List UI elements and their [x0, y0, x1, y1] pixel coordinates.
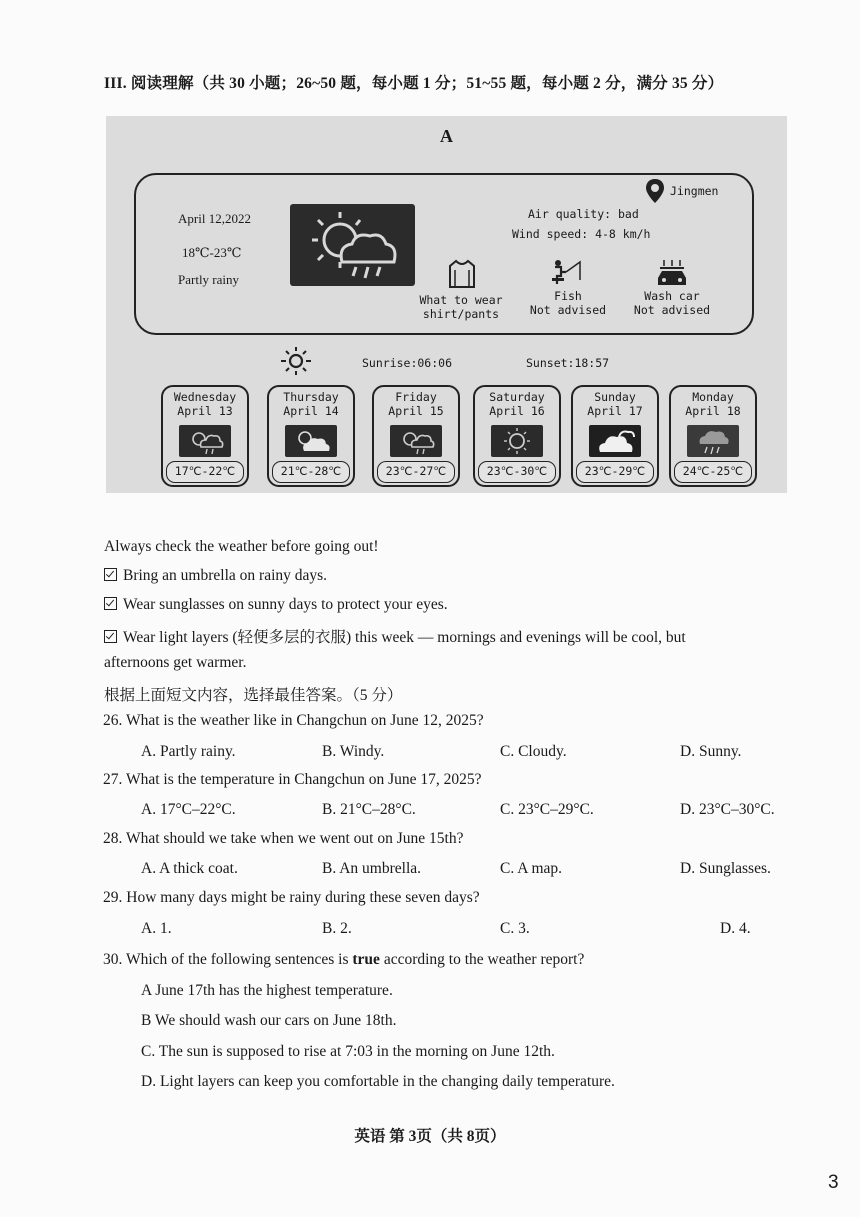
air-quality: Air quality: bad — [528, 207, 639, 221]
option-b: B We should wash our cars on June 18th. — [141, 1012, 397, 1029]
option-b: B. An umbrella. — [322, 860, 422, 877]
question-30 — [103, 951, 584, 969]
forecast-day-temp: 21℃-28℃ — [272, 461, 350, 483]
question-28: 28. What should we take when we went out on June 15th? — [103, 830, 464, 847]
sun-icon — [278, 346, 314, 381]
option-d: D. Light layers can keep you comfortable in the changing daily temperature. — [141, 1073, 615, 1090]
page-footer: 英语 第 3页（共 8页） — [354, 1128, 506, 1145]
forecast-day — [473, 385, 561, 487]
today-date: April 12,2022 — [178, 211, 251, 226]
forecast-day-date: April 15 — [388, 404, 444, 418]
advice-wash-car — [628, 289, 716, 317]
today-condition: Partly rainy — [178, 272, 240, 287]
advice-wear-value: shirt/pants — [422, 307, 500, 321]
option-c: C. 23°C–29°C. — [500, 801, 594, 818]
tip-text: Wear light layers (轻便多层的衣服) this week — mornings and evenings will be cool, but — [123, 629, 686, 646]
question-30-bold: true — [352, 951, 380, 968]
question-29: 29. How many days might be rainy during these seven days? — [103, 889, 480, 906]
option-a: A June 17th has the highest temperature. — [141, 982, 393, 999]
advice-wear-label: What to wear — [419, 293, 503, 307]
forecast-day-name: Thursday — [283, 390, 339, 404]
forecast-day-temp: 24℃-25℃ — [674, 461, 752, 483]
question-30-pre: 30. Which of the following sentences is — [103, 951, 353, 968]
tip-item — [104, 596, 448, 614]
option-a: A. A thick coat. — [141, 860, 238, 877]
forecast-day-date: April 18 — [685, 404, 741, 418]
forecast-day — [669, 385, 757, 487]
shirt-icon — [446, 258, 478, 295]
page-number: 3 — [828, 1172, 839, 1193]
advice-fish-value: Not advised — [529, 303, 607, 317]
forecast-day-name: Sunday — [594, 390, 636, 404]
option-b: B. Windy. — [322, 743, 385, 760]
today-weather-card — [134, 173, 754, 335]
forecast-day-name: Monday — [692, 390, 734, 404]
instruction: 根据上面短文内容，选择最佳答案。（5 分） — [104, 687, 403, 704]
partly-rainy-icon — [390, 425, 442, 457]
fishing-icon — [550, 258, 584, 291]
section-title: III. 阅读理解（共 30 小题；26~50 题，每小题 1 分；51~55 题，每小题 2 分，满分 35 分） — [104, 75, 724, 92]
tip-continuation: afternoons get warmer. — [104, 654, 247, 671]
sunrise-time: Sunrise:06:06 — [362, 356, 453, 370]
forecast-day-date: April 13 — [177, 404, 233, 418]
advice-wash-car-label: Wash car — [644, 289, 700, 303]
option-d: D. Sunny. — [680, 743, 742, 760]
partly-rainy-icon — [290, 204, 415, 286]
today-temperature: 18℃-23℃ — [182, 245, 242, 260]
location-name: Jingmen — [670, 184, 719, 198]
forecast-day — [161, 385, 249, 487]
question-30-post: according to the weather report? — [379, 951, 585, 968]
advice-wash-car-value: Not advised — [633, 303, 711, 317]
option-c: C. 3. — [500, 920, 530, 937]
forecast-day-date: April 16 — [489, 404, 545, 418]
question-26: 26. What is the weather like in Changchun on June 12, 2025? — [103, 712, 484, 729]
partly-cloudy-icon — [285, 425, 337, 457]
forecast-day — [571, 385, 659, 487]
rainy-icon — [687, 425, 739, 457]
checkbox-icon — [104, 597, 117, 610]
forecast-day — [267, 385, 355, 487]
weather-report-panel — [106, 116, 787, 493]
forecast-day — [372, 385, 460, 487]
forecast-day-name: Friday — [395, 390, 437, 404]
option-b: B. 2. — [322, 920, 352, 937]
forecast-day-temp: 23℃-27℃ — [377, 461, 455, 483]
passage-intro: Always check the weather before going out! — [104, 538, 379, 555]
option-c: C. Cloudy. — [500, 743, 567, 760]
forecast-day-temp: 23℃-30℃ — [478, 461, 556, 483]
forecast-day-temp: 23℃-29℃ — [576, 461, 654, 483]
location-pin-icon — [644, 178, 666, 209]
question-27: 27. What is the temperature in Changchun on June 17, 2025? — [103, 771, 482, 788]
forecast-day-date: April 17 — [587, 404, 643, 418]
option-a: A. 17°C–22°C. — [141, 801, 236, 818]
sunset-time: Sunset:18:57 — [526, 356, 610, 370]
forecast-day-name: Saturday — [489, 390, 545, 404]
forecast-day-temp: 17℃-22℃ — [166, 461, 244, 483]
sunny-icon — [491, 425, 543, 457]
tip-text: Wear sunglasses on sunny days to protect your eyes. — [123, 596, 448, 613]
tip-item — [104, 567, 327, 585]
checkbox-icon — [104, 630, 117, 643]
advice-fish — [526, 289, 610, 317]
option-c: C. A map. — [500, 860, 563, 877]
option-c: C. The sun is supposed to rise at 7:03 in the morning on June 12th. — [141, 1043, 555, 1060]
advice-fish-label: Fish — [554, 289, 582, 303]
checkbox-icon — [104, 568, 117, 581]
option-d: D. 23°C–30°C. — [680, 801, 775, 818]
cloudy-icon — [589, 425, 641, 457]
car-wash-icon — [654, 258, 690, 293]
wind-speed: Wind speed: 4-8 km/h — [512, 227, 651, 241]
forecast-day-name: Wednesday — [173, 390, 237, 404]
option-b: B. 21°C–28°C. — [322, 801, 416, 818]
forecast-day-date: April 14 — [283, 404, 339, 418]
option-d: D. Sunglasses. — [680, 860, 771, 877]
tip-text: Bring an umbrella on rainy days. — [123, 567, 328, 584]
passage-letter: A — [440, 126, 453, 146]
partly-rainy-icon — [179, 425, 231, 457]
advice-wear — [414, 293, 508, 321]
option-a: A. 1. — [141, 920, 172, 937]
option-a: A. Partly rainy. — [141, 743, 236, 760]
option-d: D. 4. — [720, 920, 751, 937]
tip-item — [104, 625, 686, 647]
